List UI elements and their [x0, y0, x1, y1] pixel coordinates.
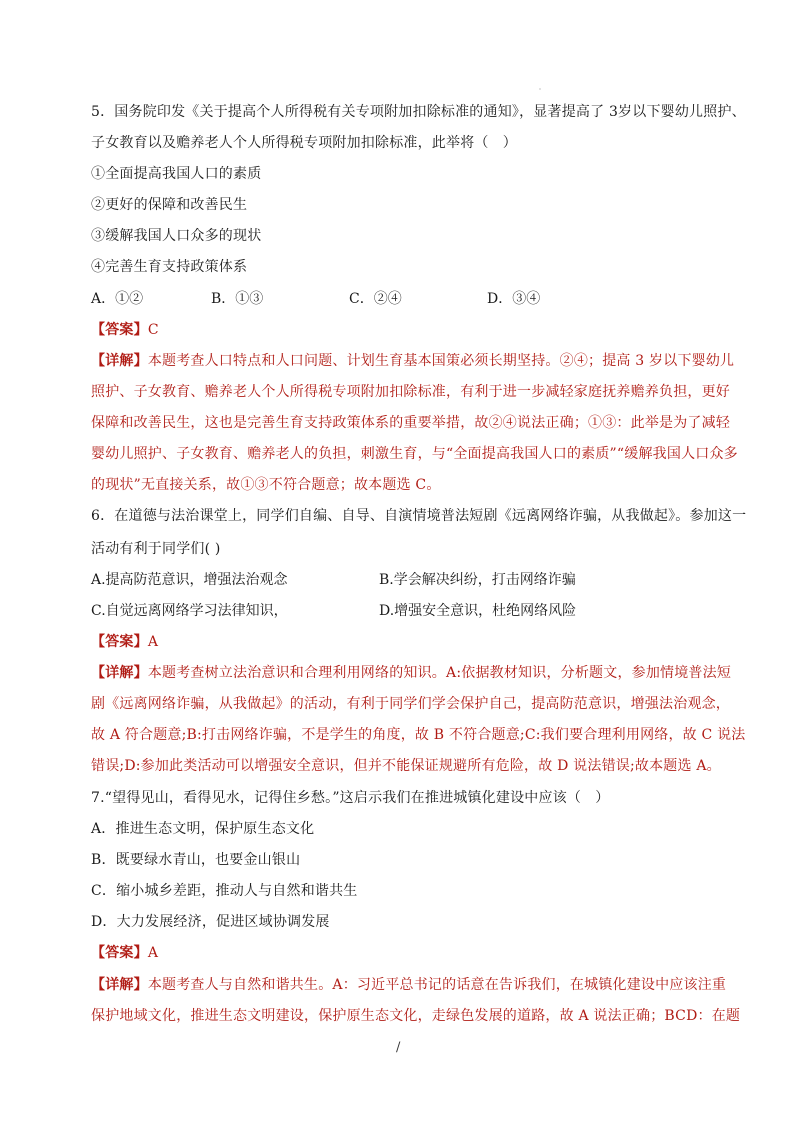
- q5-detail-text: 的现状”无直接关系，故: [91, 477, 241, 493]
- q5-detail-line4: 婴幼儿照护、子女教育、赡养老人的负担，刺激生育，与“全面提高我国人口的素质”“缓解我国人口众多: [91, 446, 738, 462]
- q7-option-d: D．大力发展经济，促进区域协调发展: [91, 914, 330, 930]
- q7-detail-line2: 保护地域文化，推进生态文明建设，保护原生态文化，走绿色发展的道路，故 A 说法正确；BCD：在题: [91, 1008, 741, 1024]
- q6-detail-line1: [91, 664, 731, 682]
- q5-choice-b: B．①③: [211, 291, 264, 307]
- q7-option-b: B．既要绿水青山，也要金山银山: [91, 852, 301, 868]
- q5-detail-text: 不符合题意；故本题选 C。: [268, 477, 441, 493]
- page-marker: /: [396, 1040, 401, 1055]
- q7-answer: [91, 944, 158, 962]
- q7-detail-text: 本题考查人与自然和谐共生。A：习近平总书记的话意在告诉我们，在城镇化建设中应该注重: [147, 977, 727, 993]
- q7-answer-value: A: [147, 945, 159, 961]
- q5-stem-line1: 5．国务院印发《关于提高个人所得税有关专项附加扣除标准的通知》，显著提高了 3岁以下婴幼儿照护、: [91, 104, 746, 120]
- q5-choice-c: C．②④: [349, 291, 402, 307]
- q5-detail-text: 本题考查人口特点和人口问题、计划生育基本国策必须长期坚持。: [147, 353, 560, 369]
- q6-detail-line4: 错误;D:参加此类活动可以增强安全意识，但并不能保证规避所有危险，故 D 说法错误;故本题选 A。: [91, 758, 721, 774]
- q6-choice-a: A.提高防范意识，增强法治观念: [91, 572, 288, 588]
- q6-stem-line2: 活动有利于同学们( ): [91, 541, 221, 557]
- q5-detail-mark: ②④: [488, 415, 518, 431]
- q6-answer-value: A: [147, 634, 159, 650]
- q5-detail-text: 保障和改善民生，这也是完善生育支持政策体系的重要举措，故: [91, 415, 489, 431]
- q5-choice-d: D．③④: [487, 291, 541, 307]
- q5-choice-a: A．①②: [91, 291, 144, 307]
- q5-stem-line2: 子女教育以及赡养老人个人所得税专项附加扣除标准，此举将（ ）: [91, 135, 517, 151]
- q6-stem-line1: 6．在道德与法治课堂上，同学们自编、自导、自演情境普法短剧《远离网络诈骗，从我做起》。参加这一: [91, 508, 747, 524]
- q5-detail-line2: 照护、子女教育、赡养老人个人所得税专项附加扣除标准，有利于进一步减轻家庭抚养赡养负担，更好: [91, 384, 730, 400]
- q5-detail-text: 说法正确；: [517, 415, 589, 431]
- q6-answer-label: 【答案】: [91, 634, 148, 650]
- q7-detail-label: 【详解】: [91, 977, 148, 993]
- q5-statement-2: ②更好的保障和改善民生: [91, 197, 248, 213]
- q5-statement-4: ④完善生育支持政策体系: [91, 259, 248, 275]
- q5-answer-value: C: [147, 322, 159, 338]
- q5-statement-1: ①全面提高我国人口的素质: [91, 166, 262, 182]
- q6-detail-label: 【详解】: [91, 665, 148, 681]
- q5-answer: [91, 321, 159, 339]
- q7-detail-line1: [91, 976, 726, 994]
- q6-choice-d: D.增强安全意识，杜绝网络风险: [379, 603, 577, 619]
- q6-choice-b: B.学会解决纠纷，打击网络诈骗: [379, 572, 576, 588]
- q7-answer-label: 【答案】: [91, 945, 148, 961]
- q6-answer: [91, 633, 158, 651]
- q6-choice-c: C.自觉远离网络学习法律知识，: [91, 603, 288, 619]
- q5-detail-mark: ①③: [588, 415, 617, 431]
- q5-detail-mark: ②④: [559, 353, 589, 369]
- q6-detail-line2: 剧《远离网络诈骗，从我做起》的活动，有利于同学们学会保护自己，提高防范意识，增强法治观念，: [91, 696, 730, 712]
- q7-stem-line1: 7.“望得见山，看得见水，记得住乡愁。”这启示我们在推进城镇化建设中应该（ ）: [91, 790, 610, 806]
- q6-detail-text: 本题考查树立法治意识和合理利用网络的知识。A:依据教材知识，分析题文，参加情境普法短: [147, 665, 732, 681]
- q5-detail-line5: [91, 476, 441, 494]
- scan-dot: [539, 88, 541, 90]
- q7-option-c: C．缩小城乡差距，推动人与自然和谐共生: [91, 883, 358, 899]
- q5-detail-mark: ①③: [240, 477, 269, 493]
- q5-detail-line3: [91, 414, 730, 432]
- q5-detail-text: ；提高 3 岁以下婴幼儿: [588, 353, 735, 369]
- q5-detail-label: 【详解】: [91, 353, 148, 369]
- q5-statement-3: ③缓解我国人口众多的现状: [91, 228, 262, 244]
- q6-detail-line3: 故 A 符合题意;B:打击网络诈骗，不是学生的角度，故 B 不符合题意;C:我们要合理利用网络，故 C 说法: [91, 727, 746, 743]
- q5-detail-line1: [91, 352, 734, 370]
- q5-answer-label: 【答案】: [91, 322, 148, 338]
- q5-detail-text: ：此举是为了减轻: [616, 415, 731, 431]
- q7-option-a: A．推进生态文明，保护原生态文化: [91, 821, 315, 837]
